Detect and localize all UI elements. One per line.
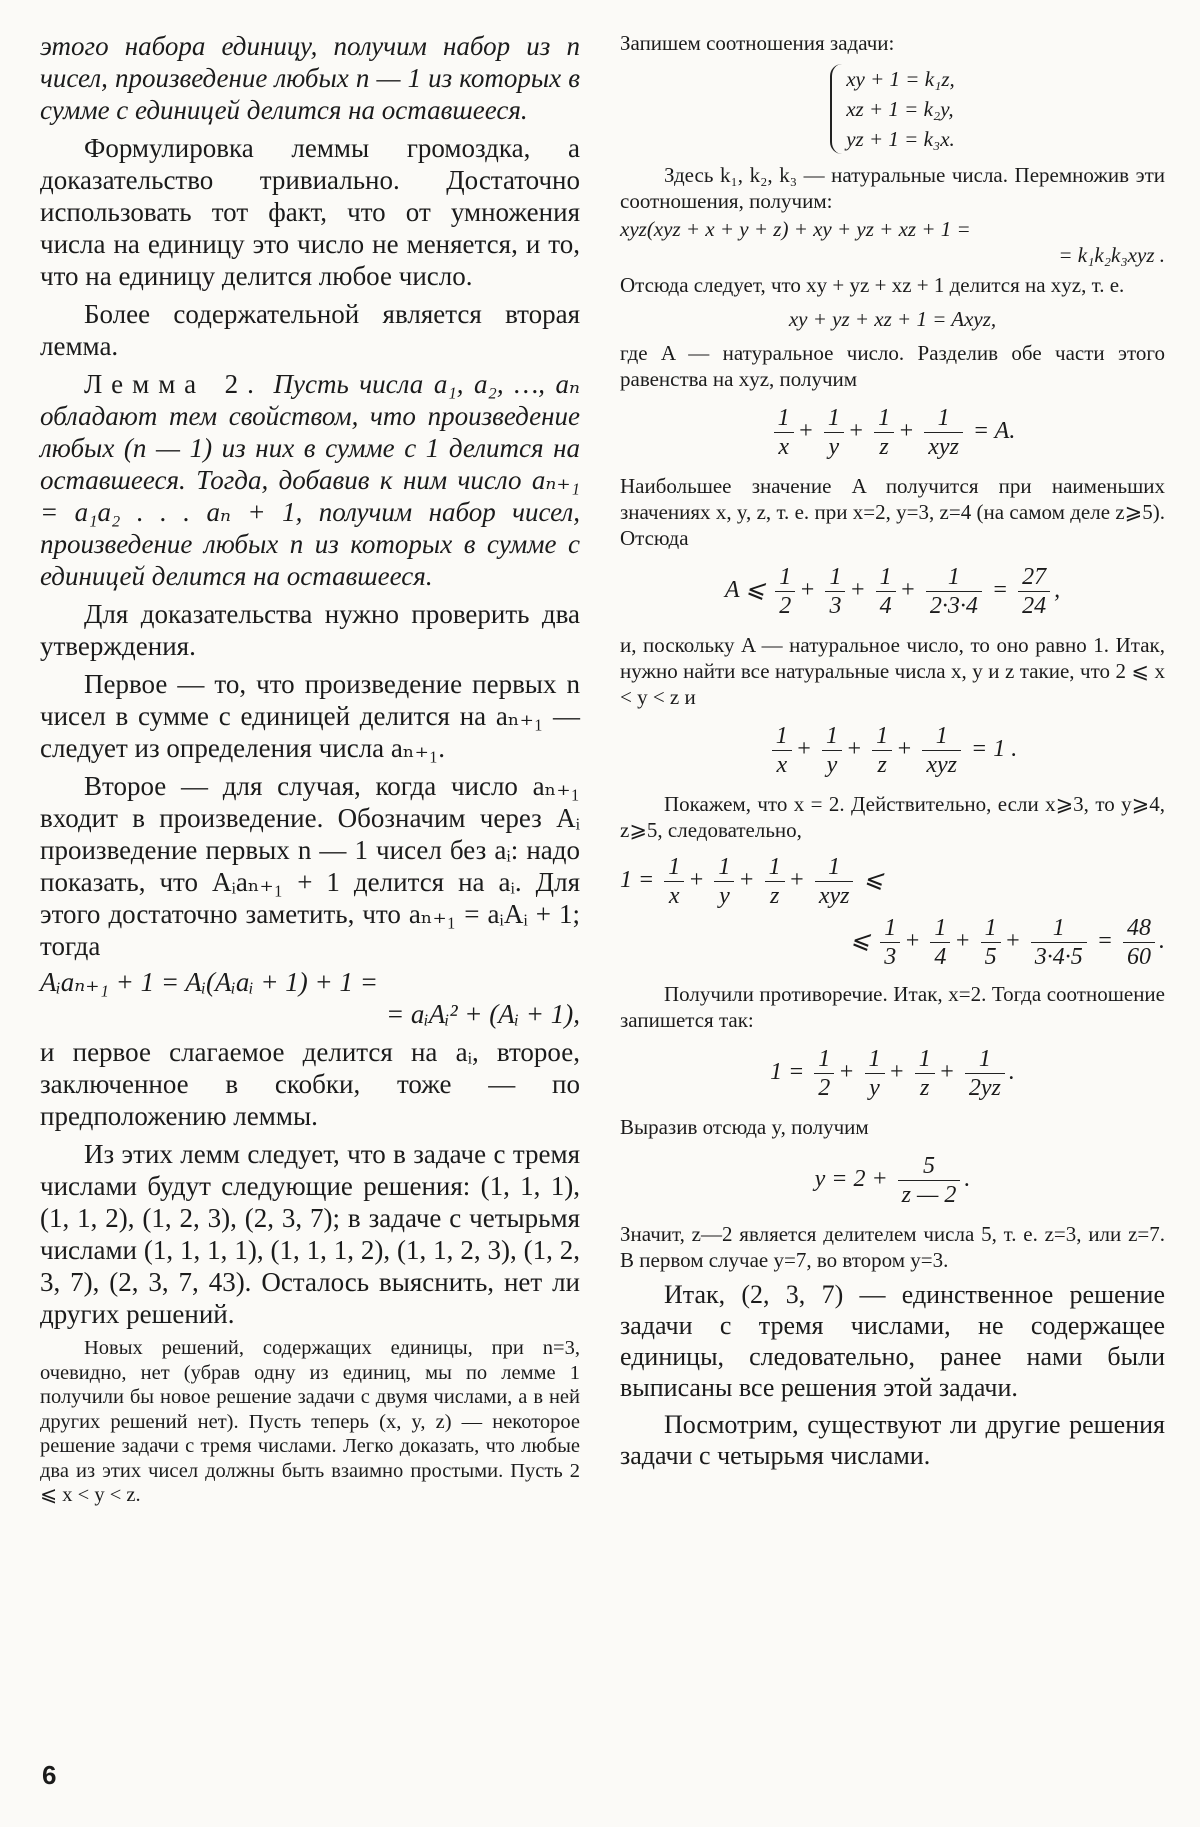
system-eq-2: xz + 1 = k₂y, xyxy=(846,97,954,121)
equation-a-bound: A ⩽ $\frac{1}{2}$ + $\frac{1}{3}$ + $\frac{1}{4}$ + $\frac{1}{2\cdot 3\cdot 4}$ = $\frac{27}{24}$ , xyxy=(724,564,1061,619)
fraction-1-y: $\frac{1}{y}$ xyxy=(824,404,844,461)
paragraph-max-a: Наибольшее значение A получится при наименьших значениях x, y, z, т. е. при x=2, y=3, z=4 (на самом деле z⩾5). Отсюда xyxy=(620,474,1165,550)
paragraph-express-y: Выразив отсюда y, получим xyxy=(620,1115,869,1139)
fraction-1-4: $\frac{1}{4}$ xyxy=(930,914,950,971)
paragraph-a-equals-1: и, поскольку A — натуральное число, то оно равно 1. Итак, нужно найти все натуральные числа x, y и z такие, что 2 ⩽ x < y < z и xyxy=(620,633,1165,709)
fraction-1-x: $\frac{1}{x}$ xyxy=(772,722,792,779)
paragraph-unique-solution: Итак, (2, 3, 7) — единственное решение задачи с тремя числами, не содержащее единицы, следовательно, ранее нами были выписаны все решения этой задачи. xyxy=(620,1280,1165,1402)
fraction-1-z: $\frac{1}{z}$ xyxy=(874,404,894,461)
fraction-1-2: $\frac{1}{2}$ xyxy=(775,563,795,620)
paragraph-first-claim: Первое — то, что произведение первых n чисел в сумме с единицей делится на aₙ₊₁ — следует из определения числа aₙ₊₁. xyxy=(40,669,580,763)
equation-sum-a-tail: = A. xyxy=(972,418,1016,445)
equation-sum-a: $\frac{1}{x}$ + $\frac{1}{y}$ + $\frac{1}{z}$ + $\frac{1}{\text{xyz}}$ = A. xyxy=(620,404,1165,461)
equation-axyz: xy + yz + xz + 1 = Axyz, xyxy=(788,307,997,331)
lemma2-label: Лемма 2. xyxy=(84,369,263,399)
fraction-1-z: $\frac{1}{z}$ xyxy=(915,1045,935,1102)
page-number: 6 xyxy=(42,1760,57,1790)
equation-y: y = 2 + $\frac{5}{z — 2}$ . xyxy=(814,1153,971,1208)
paragraph-show-x2: Покажем, что x = 2. Действительно, если x⩾3, то y⩾4, z⩾5, следовательно, xyxy=(620,792,1165,842)
paragraph-lemma1-end: этого набора единицу, получим набор из n чисел, произведение любых n — 1 из которых в сумме с единицей делится на оставшееся. xyxy=(40,31,580,125)
paragraph-second-lemma-intro: Более содержательной является вторая лемма. xyxy=(40,299,580,361)
fraction-1-2: $\frac{1}{2}$ xyxy=(814,1045,834,1102)
fraction-1-3: $\frac{1}{3}$ xyxy=(880,914,900,971)
fraction-1-345: $\frac{1}{3\cdot 4\cdot 5}$ xyxy=(1031,914,1087,971)
paragraph-divide: где A — натуральное число. Разделив обе части этого равенства на xyz, получим xyxy=(620,341,1165,391)
equation-bound-line2: ⩽ $\frac{1}{3}$ + $\frac{1}{4}$ + $\frac{1}{5}$ + $\frac{1}{3\cdot 4\cdot 5}$ = $\frac{48}{60}$ . xyxy=(850,915,1165,970)
fraction-27-24: $\frac{27}{24}$ xyxy=(1018,563,1050,620)
paragraph-new-solutions: Новых решений, содержащих единицы, при n=3, очевидно, нет (убрав одну из единиц, мы по лемме 1 получили бы новое решение задачи с двумя числами, а в ней других решений нет). Пусть теперь (x, y, z) — некоторое решение задачи с тремя числами. Легко доказать, что любые два из этих чисел должны быть взаимно простыми. Пусть 2 ⩽ x < y < z. xyxy=(40,1337,580,1506)
paragraph-solutions-list: Из этих лемм следует, что в задаче с тремя числами будут следующие решения: (1, 1, 1), (1, 1, 2), (1, 2, 3), (2, 3, 7); в задаче с четырьмя числами (1, 1, 1, 1), (1, 1, 1, 2), (1, 1, 2, 3), (1, 2, 3, 7), (2, 3, 7, 43). Осталось выяснить, нет ли других решений. xyxy=(40,1139,580,1329)
equation-ai-line1: Aᵢaₙ₊₁ + 1 = Aᵢ(Aᵢaᵢ + 1) + 1 = xyxy=(40,967,378,997)
fraction-1-xyz: $\frac{1}{\text{xyz}}$ xyxy=(924,404,963,461)
fraction-1-xyz: $\frac{1}{\text{xyz}}$ xyxy=(815,853,854,910)
paragraph-divisor: Значит, z—2 является делителем числа 5, т. е. z=3, или z=7. В первом случае y=7, во втором y=3. xyxy=(620,1222,1165,1272)
left-column xyxy=(40,30,580,1508)
paragraph-lemma2-conclusion: и первое слагаемое делится на aᵢ, второе, заключенное в скобки, тоже — по предположению леммы. xyxy=(40,1037,580,1131)
paragraph-four-numbers: Посмотрим, существуют ли другие решения задачи с четырьмя числами. xyxy=(620,1410,1165,1470)
equation-ai-line2: = aᵢAᵢ² + (Aᵢ + 1), xyxy=(385,999,580,1029)
equation-bound-line1: 1 = $\frac{1}{x}$ + $\frac{1}{y}$ + $\frac{1}{z}$ + $\frac{1}{\text{xyz}}$ ⩽ xyxy=(620,854,884,909)
fraction-1-z: $\frac{1}{z}$ xyxy=(765,853,785,910)
paragraph-multiply: Здесь k₁, k₂, k₃ — натуральные числа. Перемножив эти соотношения, получим: xyxy=(620,163,1165,213)
paragraph-relations-intro: Запишем соотношения задачи: xyxy=(620,31,895,55)
system-eq-1: xy + 1 = k₁z, xyxy=(846,67,955,91)
paragraph-contradiction: Получили противоречие. Итак, x=2. Тогда соотношение запишется так: xyxy=(620,982,1165,1032)
fraction-1-x: $\frac{1}{x}$ xyxy=(664,853,684,910)
fraction-1-xyz: $\frac{1}{\text{xyz}}$ xyxy=(922,722,961,779)
fraction-5-z-2: $\frac{5}{z — 2}$ xyxy=(898,1152,961,1209)
system-brace xyxy=(830,64,955,154)
paragraph-second-claim: Второе — для случая, когда число aₙ₊₁ входит в произведение. Обозначим через Aᵢ произведение первых n — 1 чисел без aᵢ: надо показать, что Aᵢaₙ₊₁ + 1 делится на aᵢ. Для этого достаточно заметить, что aₙ₊₁ = aᵢAᵢ + 1; тогда xyxy=(40,771,580,961)
fraction-48-60: $\frac{48}{60}$ xyxy=(1123,914,1155,971)
equation-system xyxy=(620,64,1165,154)
equation-product-line1: xyz(xyz + x + y + z) + xy + yz + xz + 1 = xyxy=(620,217,971,241)
fraction-1-y: $\frac{1}{y}$ xyxy=(822,722,842,779)
fraction-1-z: $\frac{1}{z}$ xyxy=(872,722,892,779)
fraction-1-234: $\frac{1}{2\cdot 3\cdot 4}$ xyxy=(926,563,982,620)
fraction-1-x: $\frac{1}{x}$ xyxy=(774,404,794,461)
fraction-1-3: $\frac{1}{3}$ xyxy=(825,563,845,620)
lemma2-text-b: aₙ₊₁ = a₁a₂ . . . aₙ + 1, получим набор чисел, произведение любых n из которых в сумме с единицей делится на оставшееся. xyxy=(40,465,581,591)
system-eq-3: yz + 1 = k₃x. xyxy=(846,127,955,151)
equation-sum-1: $\frac{1}{x}$ + $\frac{1}{y}$ + $\frac{1}{z}$ + $\frac{1}{\text{xyz}}$ = 1 . xyxy=(620,722,1165,779)
fraction-1-y: $\frac{1}{y}$ xyxy=(865,1045,885,1102)
fraction-1-5: $\frac{1}{5}$ xyxy=(981,914,1001,971)
paragraph-proof-intro: Для доказательства нужно проверить два утверждения. xyxy=(40,599,580,661)
right-column xyxy=(620,30,1165,1471)
fraction-1-4: $\frac{1}{4}$ xyxy=(876,563,896,620)
fraction-1-2yz: $\frac{1}{2yz}$ xyxy=(965,1045,1005,1102)
equation-product-line2: = k₁k₂k₃xyz . xyxy=(1058,243,1165,267)
equation-x-equals-2: 1 = $\frac{1}{2}$ + $\frac{1}{y}$ + $\frac{1}{z}$ + $\frac{1}{2yz}$ . xyxy=(770,1046,1015,1101)
lemma2-statement xyxy=(40,368,580,592)
paragraph-divisible: Отсюда следует, что xy + yz + xz + 1 делится на xyz, т. е. xyxy=(620,273,1125,297)
lemma2-text-a: Пусть числа a₁, a₂, …, aₙ обладают тем свойством, что произведение любых (n — 1) из них в сумме с 1 делится на оставшееся. Тогда, добавив к ним число xyxy=(40,369,580,495)
fraction-1-y: $\frac{1}{y}$ xyxy=(714,853,734,910)
paragraph-lemma1-remark: Формулировка леммы громоздка, а доказательство тривиально. Достаточно использовать тот факт, что от умножения числа на единицу это число не меняется, и то, что на единицу делится любое число. xyxy=(40,133,580,291)
